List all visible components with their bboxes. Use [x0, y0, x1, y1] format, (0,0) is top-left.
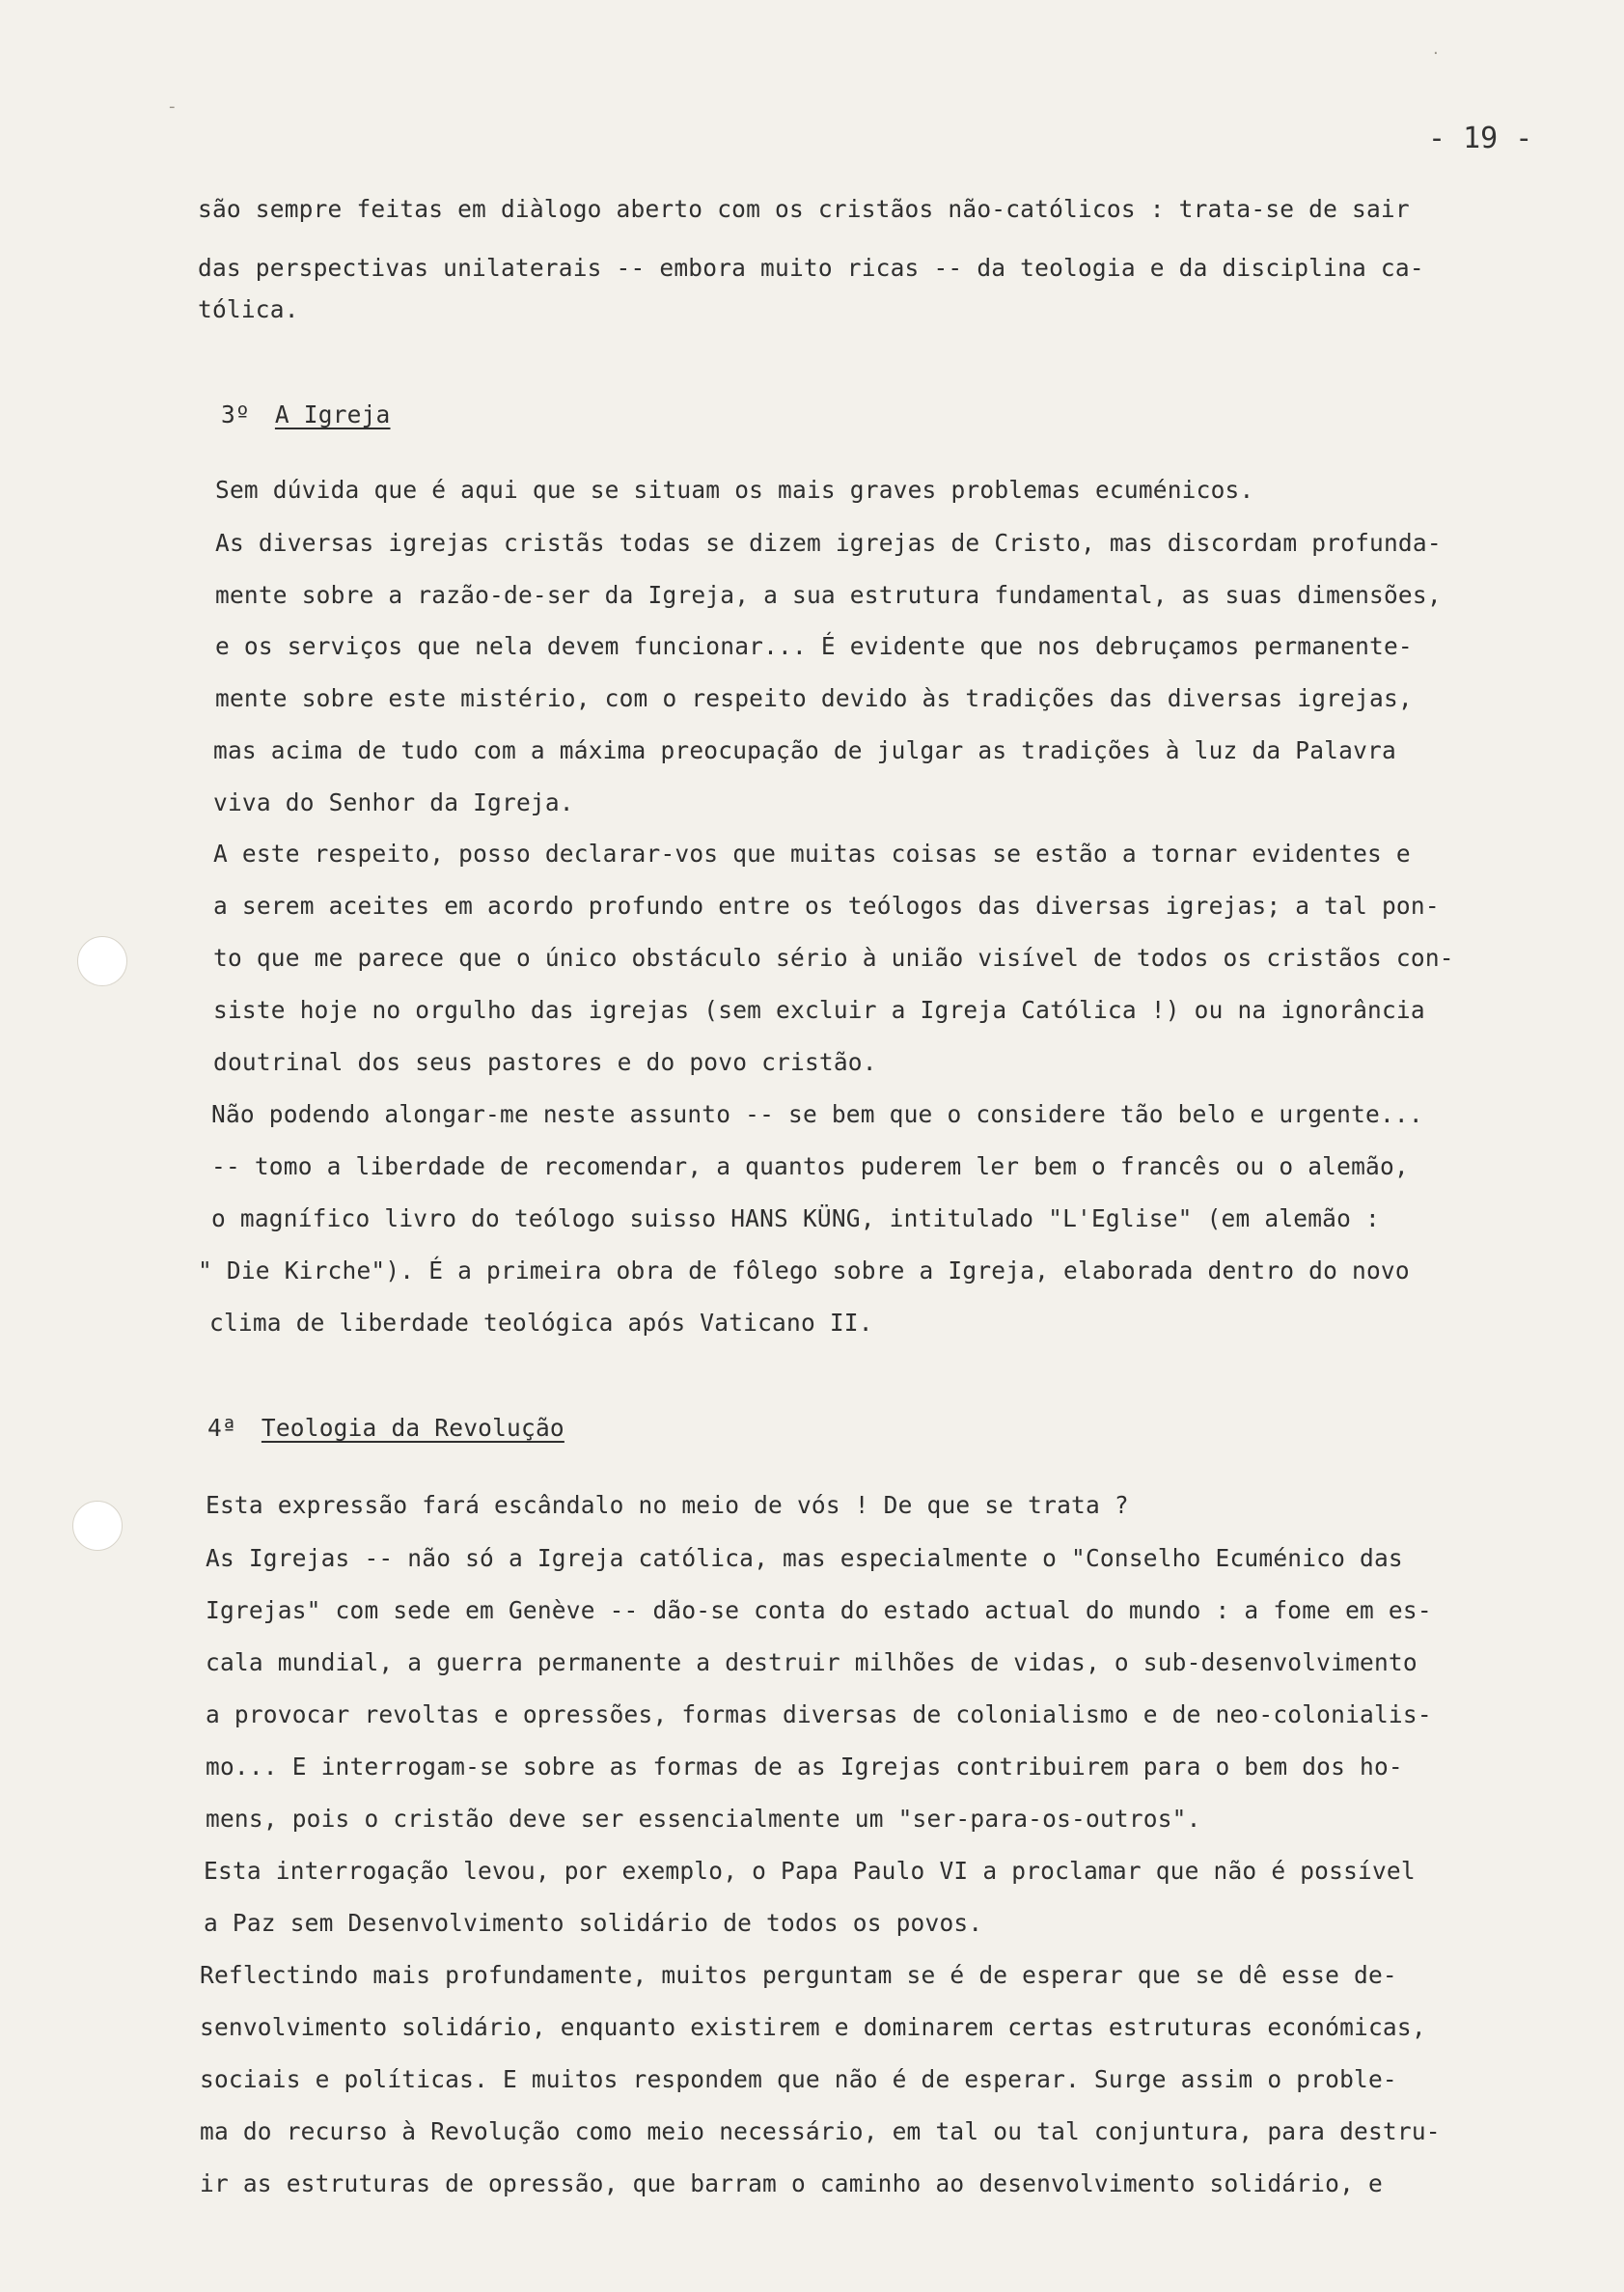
text-line: doutrinal dos seus pastores e do povo cristão. [213, 1048, 877, 1076]
text-line: -- tomo a liberdade de recomendar, a quantos puderem ler bem o francês ou o alemão, [211, 1152, 1409, 1180]
text-line: As Igrejas -- não só a Igreja católica, mas especialmente o "Conselho Ecuménico das [206, 1544, 1403, 1572]
text-line: viva do Senhor da Igreja. [213, 788, 574, 816]
text-line: e os serviços que nela devem funcionar... É evidente que nos debruçamos permanente- [215, 632, 1413, 660]
text-line: cala mundial, a guerra permanente a destruir milhões de vidas, o sub-desenvolvimento [206, 1648, 1418, 1676]
text-line: mente sobre este mistério, com o respeito devido às tradições das diversas igrejas, [215, 684, 1413, 712]
text-line: A este respeito, posso declarar-vos que muitas coisas se estão a tornar evidentes e [213, 840, 1411, 868]
text-line: Sem dúvida que é aqui que se situam os mais graves problemas ecuménicos. [215, 476, 1254, 504]
text-line: mente sobre a razão-de-ser da Igreja, a sua estrutura fundamental, as suas dimensões, [215, 581, 1442, 609]
text-line: ir as estruturas de opressão, que barram o caminho ao desenvolvimento solidário, e [200, 2169, 1383, 2197]
section-heading-igreja [221, 400, 391, 428]
text-line: sociais e políticas. E muitos respondem que não é de esperar. Surge assim o proble- [200, 2065, 1397, 2093]
text-line: o magnífico livro do teólogo suisso HANS KÜNG, intitulado "L'Eglise" (em alemão : [211, 1204, 1380, 1232]
text-line: Reflectindo mais profundamente, muitos perguntam se é de esperar que se dê esse de- [200, 1961, 1397, 1989]
text-line: Esta expressão fará escândalo no meio de vós ! De que se trata ? [206, 1491, 1129, 1519]
stray-mark: · [1433, 43, 1439, 64]
section-number: 3º [221, 400, 250, 428]
text-line: mens, pois o cristão deve ser essencialmente um "ser-para-os-outros". [206, 1805, 1201, 1833]
text-line: Não podendo alongar-me neste assunto -- se bem que o considere tão belo e urgente... [211, 1100, 1423, 1128]
text-line: mo... E interrogam-se sobre as formas de as Igrejas contribuirem para o bem dos ho- [206, 1753, 1403, 1781]
section-title: Teologia da Revolução [261, 1414, 564, 1442]
text-line: to que me parece que o único obstáculo sério à união visível de todos os cristãos con- [213, 944, 1454, 972]
text-line: senvolvimento solidário, enquanto existirem e dominarem certas estruturas económicas, [200, 2013, 1426, 2041]
text-line: ma do recurso à Revolução como meio necessário, em tal ou tal conjuntura, para destru- [200, 2117, 1441, 2145]
text-line: siste hoje no orgulho das igrejas (sem excluir a Igreja Católica !) ou na ignorância [213, 996, 1425, 1024]
stray-mark: - [169, 97, 176, 117]
text-line: Esta interrogação levou, por exemplo, o Papa Paulo VI a proclamar que não é possível [204, 1857, 1416, 1885]
text-line: " Die Kirche"). É a primeira obra de fôlego sobre a Igreja, elaborada dentro do novo [198, 1256, 1410, 1284]
text-line: a serem aceites em acordo profundo entre os teólogos das diversas igrejas; a tal pon- [213, 892, 1440, 920]
section-heading-revolucao [207, 1414, 564, 1442]
text-line: mas acima de tudo com a máxima preocupação de julgar as tradições à luz da Palavra [213, 736, 1396, 764]
text-line: tólica. [198, 295, 299, 323]
punch-hole [72, 1501, 123, 1551]
text-line: As diversas igrejas cristãs todas se dizem igrejas de Cristo, mas discordam profunda- [215, 529, 1442, 557]
section-title: A Igreja [274, 400, 391, 428]
text-line: são sempre feitas em diàlogo aberto com os cristãos não-católicos : trata-se de sair [198, 195, 1410, 223]
section-number: 4ª [207, 1414, 236, 1442]
text-line: a Paz sem Desenvolvimento solidário de todos os povos. [204, 1909, 983, 1937]
text-line: Igrejas" com sede em Genève -- dão-se conta do estado actual do mundo : a fome em es- [206, 1596, 1432, 1624]
text-line: a provocar revoltas e opressões, formas diversas de colonialismo e de neo-colonialis- [206, 1700, 1432, 1728]
text-line: das perspectivas unilaterais -- embora muito ricas -- da teologia e da disciplina ca- [198, 254, 1424, 282]
punch-hole [77, 936, 127, 986]
page-number: - 19 - [1428, 122, 1533, 155]
text-line: clima de liberdade teológica após Vaticano II. [209, 1309, 873, 1337]
